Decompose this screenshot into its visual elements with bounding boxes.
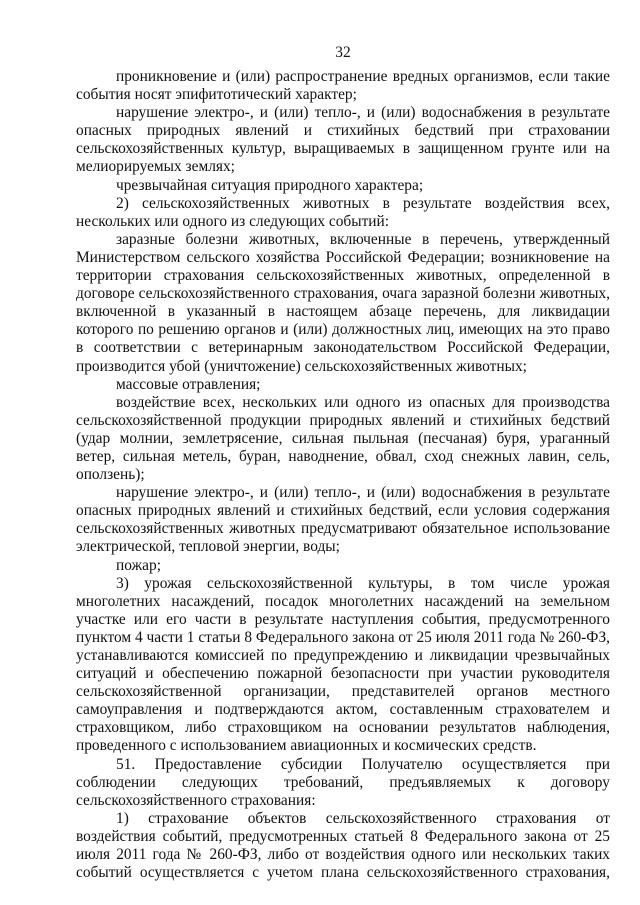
paragraph-natural-hazards: воздействие всех, нескольких или одного из опасных для производства сельскохозяйственной продукции природных явлений и стихийных бедствий (удар молнии, землетрясение, сильная пыльная (песчаная) буря, ураганный ветер, сильная метель, буран, наводнение, обвал, сход снежных лавин, сель, оползень); [76, 393, 610, 484]
paragraph-poisoning: массовые отравления; [116, 375, 261, 393]
paragraph-utilities-animals: нарушение электро-, и (или) тепло-, и (или) водоснабжения в результате опасных природных явлений и стихийных бедствий, если условия содержания сельскохозяйственных животных предусматривают обязательное использование электрической, тепловой энергии, воды; [76, 484, 610, 556]
paragraph-insurance-plan: 1) страхование объектов сельскохозяйственного страхования от воздействия событий, предусмотренных статьей 8 Федерального закона от 25 июля 2011 года № 260-ФЗ, либо от воздействия одного или нескольких таких событий осуществляется с учетом плана сельскохозяйственного страхования, [76, 809, 610, 882]
paragraph-emergency: чрезвычайная ситуация природного характера; [116, 176, 424, 194]
paragraph-utilities-crops: нарушение электро-, и (или) тепло-, и (или) водоснабжения в результате опасных природных явлений и стихийных бедствий при страховании сельскохозяйственных культур, выращиваемых в защищенном грунте или на мелиорируемых землях; [76, 104, 610, 176]
document-body [76, 68, 610, 882]
paragraph-pests: проникновение и (или) распространение вредных организмов, если такие события носят эпифитотический характер; [76, 68, 610, 104]
paragraph-harvest: 3) урожая сельскохозяйственной культуры, в том числе урожая многолетних насаждений, посадок многолетних насаждений на земельном участке или его части в результате наступления события, предусмотренного пунктом 4 части 1 статьи 8 Федерального закона от 25 июля 2011 года № 260-ФЗ, устанавливаются комиссией по предупреждению и ликвидации чрезвычайных ситуаций и обеспечению пожарной безопасности при участии руководителя сельскохозяйственной организации, представителей органов местного самоуправления и подтверждаются актом, составленным страхователем и страховщиком, либо страховщиком на основании результатов наблюдения, проведенного с использованием авиационных и космических средств. [76, 574, 610, 755]
paragraph-section-51: 51. Предоставление субсидии Получателю осуществляется при соблюдении следующих требований, предъявляемых к договору сельскохозяйственного страхования: [76, 755, 610, 809]
paragraph-animal-diseases: заразные болезни животных, включенные в перечень, утвержденный Министерством сельского хозяйства Российской Федерации; возникновение на территории страхования сельскохозяйственных животных, определенной в договоре сельскохозяйственного страхования, очага заразной болезни животных, включенной в указанный в настоящем абзаце перечень, для ликвидации которого по решению органов и (или) должностных лиц, имеющих на это право в соответствии с ветеринарным законодательством Российской Федерации, производится убой (уничтожение) сельскохозяйственных животных; [76, 230, 610, 375]
paragraph-animals-intro: 2) сельскохозяйственных животных в результате воздействия всех, нескольких или одного из следующих событий: [76, 194, 610, 230]
page-number: 32 [335, 44, 351, 61]
paragraph-fire: пожар; [116, 556, 161, 574]
